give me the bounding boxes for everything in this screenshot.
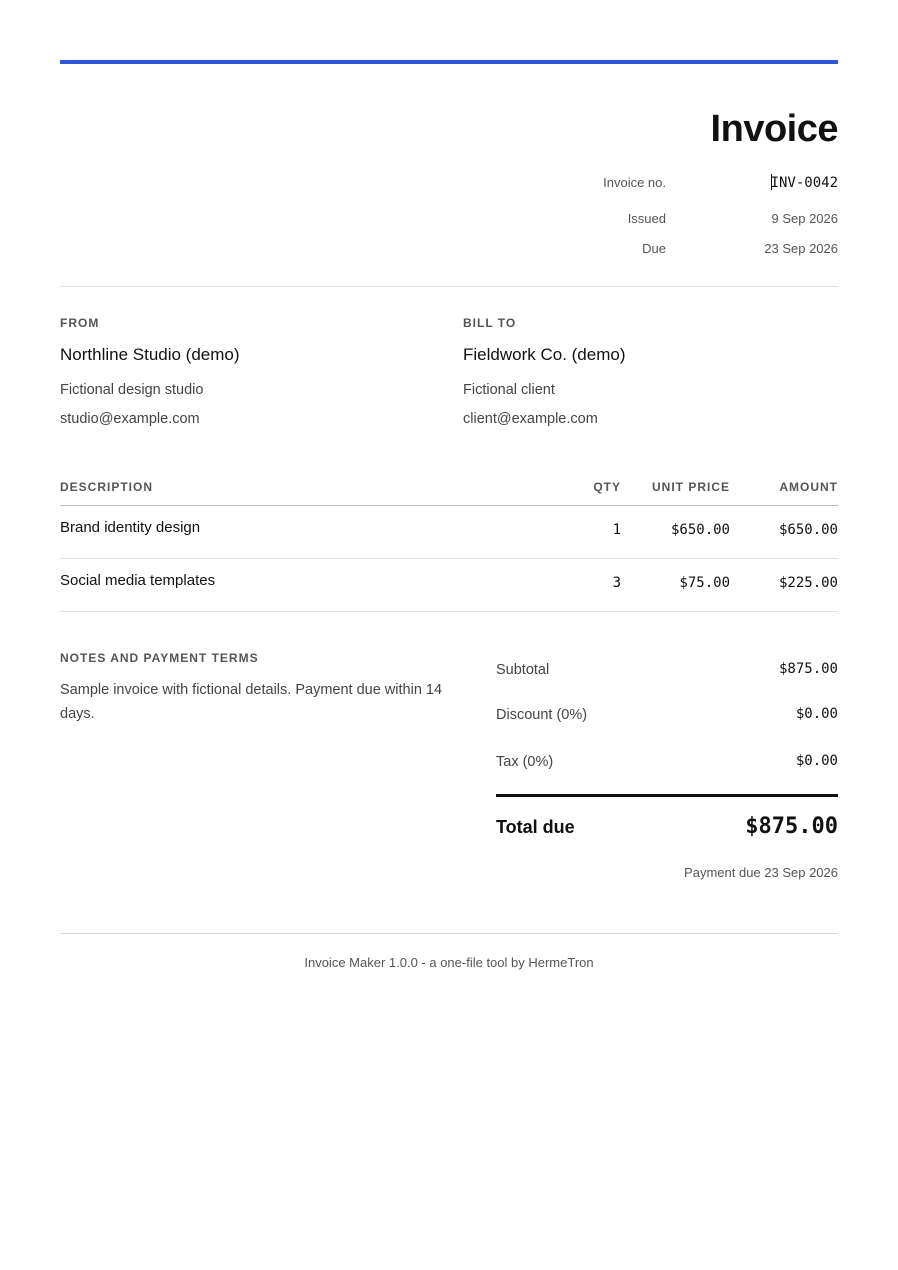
due-date-field[interactable]: 23 Sep 2026 [764,241,838,256]
table-row [60,559,838,612]
footer-divider [60,933,838,934]
bill-to-description-field[interactable]: Fictional client [463,382,555,398]
subtotal-label: Subtotal [496,662,550,678]
column-header-unit-price: UNIT PRICE [651,480,730,494]
column-header-amount: AMOUNT [779,480,838,494]
subtotal-value: $875.00 [778,661,838,677]
bill-to-email-field[interactable]: client@example.com [463,411,598,427]
from-description-field[interactable]: Fictional design studio [60,382,204,398]
item-unit-price-field[interactable]: $75.00 [679,575,730,591]
issued-date-field[interactable]: 9 Sep 2026 [771,211,838,226]
item-unit-price-field[interactable]: $650.00 [670,522,730,538]
total-rule [496,794,838,797]
bill-to-label: BILL TO [463,316,517,330]
total-due-label: Total due [496,817,575,837]
from-email-field[interactable]: studio@example.com [60,411,200,427]
invoice-number-value: INV-0042 [770,175,838,191]
bill-to-name-field[interactable]: Fieldwork Co. (demo) [463,345,626,364]
payment-due-note: Payment due 23 Sep 2026 [684,865,838,880]
accent-bar [60,60,838,64]
column-header-qty: QTY [593,480,621,494]
invoice-number-label: Invoice no. [603,175,666,190]
header-divider [60,286,838,287]
notes-field[interactable]: Sample invoice with fictional details. Payment due within 14 days. [60,682,443,722]
discount-label[interactable]: Discount (0%) [496,707,588,723]
total-due-value: $875.00 [745,814,838,839]
item-description-field[interactable]: Brand identity design [60,519,201,536]
tax-label[interactable]: Tax (0%) [496,754,554,770]
item-amount: $650.00 [778,522,838,538]
from-name-field[interactable]: Northline Studio (demo) [60,345,240,364]
footer-credit: Invoice Maker 1.0.0 - a one-file tool by HermeTron [304,955,594,970]
item-amount: $225.00 [778,575,838,591]
item-qty-field[interactable]: 1 [612,522,621,538]
invoice-number-field[interactable] [698,174,838,191]
discount-value: $0.00 [795,706,838,722]
table-row [60,506,838,559]
notes-label: NOTES AND PAYMENT TERMS [60,651,259,665]
row-divider [60,611,838,612]
from-label: FROM [60,316,100,330]
invoice-title: Invoice [710,108,838,150]
item-qty-field[interactable]: 3 [612,575,621,591]
column-header-description: DESCRIPTION [60,480,154,494]
item-description-field[interactable]: Social media templates [60,572,216,589]
due-label: Due [642,241,666,256]
tax-value: $0.00 [795,753,838,769]
issued-label: Issued [627,211,666,226]
